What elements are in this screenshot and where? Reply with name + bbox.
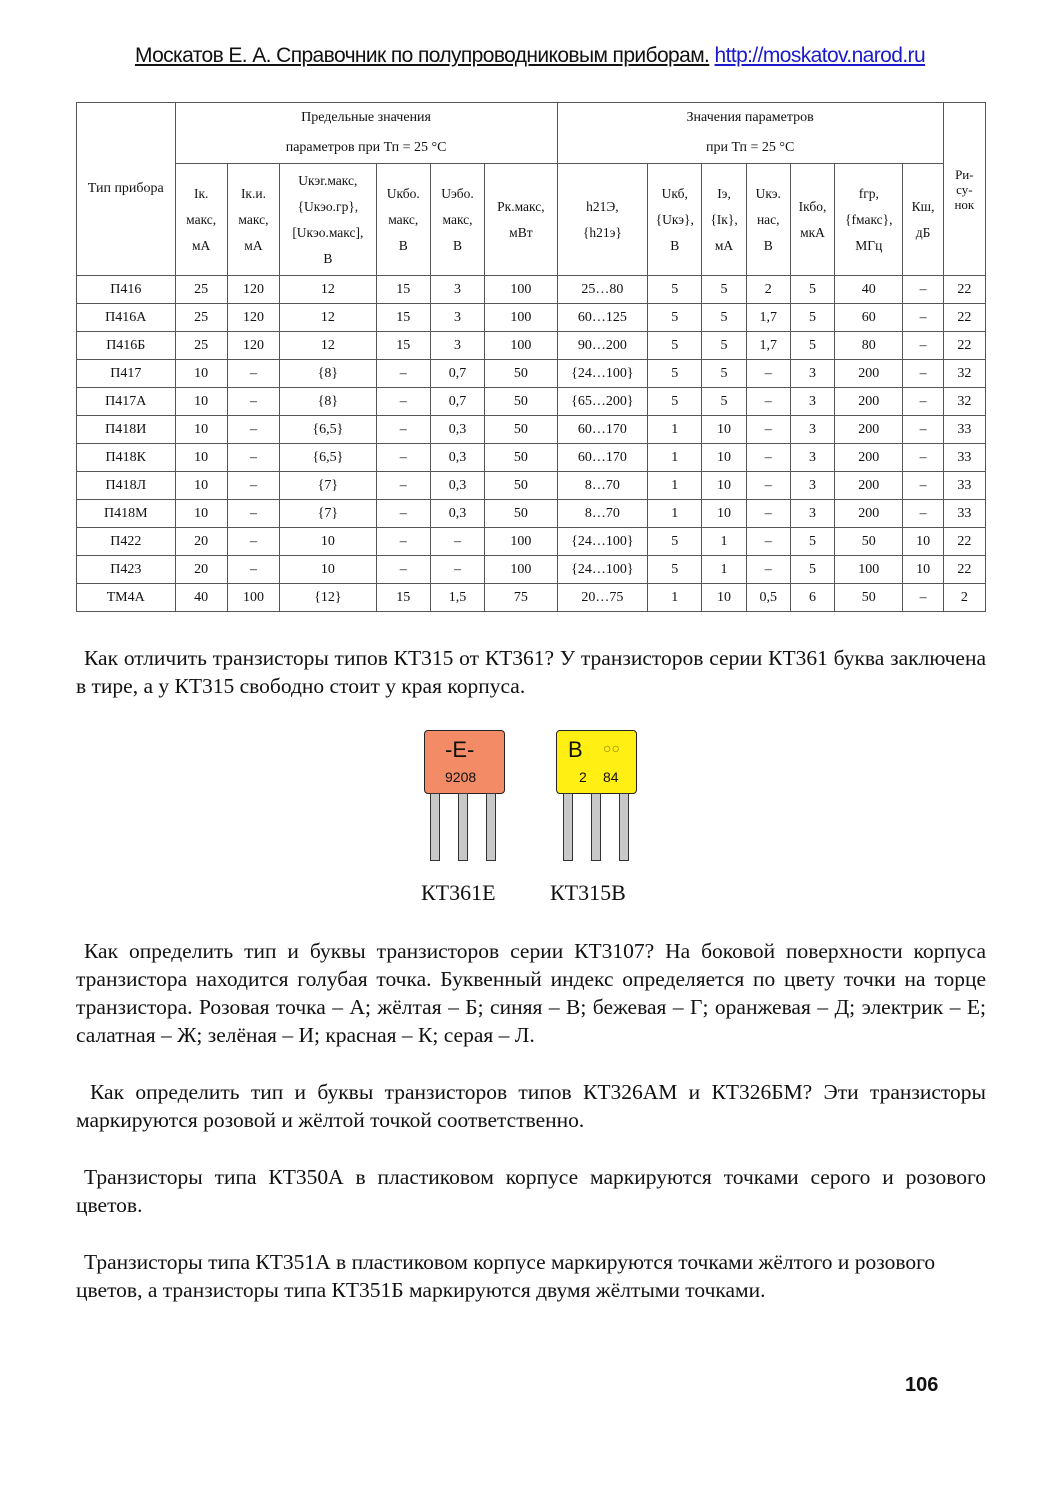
device-type-cell: П422 [77, 528, 176, 556]
table-cell: 10 [280, 556, 377, 584]
table-cell: 3 [430, 276, 484, 304]
kt361-code: 9208 [445, 769, 477, 785]
table-cell: 25 [175, 304, 227, 332]
table-cell: – [376, 500, 430, 528]
column-header: Iк.и. макс, мА [227, 164, 279, 276]
table-cell: 100 [835, 556, 903, 584]
table-cell: 5 [790, 332, 834, 360]
kt361-letter: -Е- [445, 737, 475, 762]
table-cell: 8…70 [557, 500, 647, 528]
table-cell: 10 [702, 500, 746, 528]
table-cell: 3 [790, 388, 834, 416]
table-cell: 0,7 [430, 388, 484, 416]
table-cell: 40 [835, 276, 903, 304]
table-cell: 10 [702, 416, 746, 444]
table-row [77, 276, 986, 304]
table-cell: 0,3 [430, 444, 484, 472]
limits-group-header: Предельные значения параметров при Тп = 25 °С [175, 103, 557, 164]
table-cell: 200 [835, 472, 903, 500]
table-cell: 1 [702, 556, 746, 584]
page-header [0, 44, 1060, 68]
column-header: Uкб, {Uкэ}, В [648, 164, 702, 276]
table-cell: 10 [175, 472, 227, 500]
table-cell: 200 [835, 388, 903, 416]
table-cell: 20 [175, 528, 227, 556]
table-cell: 200 [835, 500, 903, 528]
table-cell: 3 [430, 304, 484, 332]
table-cell: 50 [485, 416, 557, 444]
table-cell: – [376, 416, 430, 444]
table-cell: 1 [702, 528, 746, 556]
table-cell: 6 [790, 584, 834, 612]
column-header: Iкбо, мкА [790, 164, 834, 276]
table-cell: 50 [835, 584, 903, 612]
table-cell: 0,7 [430, 360, 484, 388]
table-row [77, 528, 986, 556]
table-cell: 60 [835, 304, 903, 332]
table-cell: 15 [376, 332, 430, 360]
table-cell: 100 [485, 304, 557, 332]
table-cell: 0,3 [430, 500, 484, 528]
table-cell: {8} [280, 388, 377, 416]
table-cell: 50 [485, 472, 557, 500]
header-url-link[interactable]: http://moskatov.narod.ru [714, 44, 926, 67]
table-cell: 32 [943, 388, 985, 416]
table-cell: – [227, 500, 279, 528]
kt361-package [424, 730, 505, 794]
table-cell: 5 [648, 528, 702, 556]
table-cell: 22 [943, 556, 985, 584]
table-cell: 200 [835, 444, 903, 472]
paragraph-kt351: Транзисторы типа КТ351А в пластиковом корпусе маркируются точками жёлтого и розового цветов, а транзисторы типа КТ351Б маркируются двумя жёлтыми точками. [76, 1250, 936, 1302]
table-cell: 10 [702, 444, 746, 472]
column-header: Рк.макс, мВт [485, 164, 557, 276]
table-cell: 10 [903, 528, 943, 556]
table-cell: – [430, 528, 484, 556]
table-cell: 10 [175, 500, 227, 528]
header-title: Москатов Е. А. Справочник по полупроводниковым приборам. [134, 44, 710, 67]
table-row [77, 332, 986, 360]
table-cell: 8…70 [557, 472, 647, 500]
table-cell: 1 [648, 472, 702, 500]
table-cell: 3 [790, 416, 834, 444]
kt361-pin [430, 793, 440, 861]
table-cell: 15 [376, 584, 430, 612]
table-row [77, 584, 986, 612]
table-cell: 80 [835, 332, 903, 360]
table-cell: 22 [943, 528, 985, 556]
table-cell: 20 [175, 556, 227, 584]
page-number: 106 [905, 1374, 939, 1396]
transistor-spec-table [76, 102, 986, 612]
table-cell: – [903, 416, 943, 444]
kt315-code-2: 84 [603, 769, 619, 785]
table-cell: 200 [835, 360, 903, 388]
table-cell: 25 [175, 332, 227, 360]
table-cell: 5 [702, 304, 746, 332]
table-cell: 5 [790, 304, 834, 332]
column-header: Кш, дБ [903, 164, 943, 276]
table-cell: 10 [280, 528, 377, 556]
table-row [77, 472, 986, 500]
kt315-pin [563, 793, 573, 861]
table-cell: 100 [485, 276, 557, 304]
table-cell: 1 [648, 416, 702, 444]
kt361-pin [486, 793, 496, 861]
table-cell: 10 [175, 360, 227, 388]
table-cell: 5 [648, 556, 702, 584]
table-cell: – [376, 472, 430, 500]
values-group-header: Значения параметров при Тп = 25 °С [557, 103, 943, 164]
table-cell: 3 [790, 444, 834, 472]
table-cell: 3 [790, 500, 834, 528]
kt315-letter: В [568, 737, 583, 762]
table-cell: {7} [280, 472, 377, 500]
table-cell: 5 [648, 388, 702, 416]
table-cell: 12 [280, 304, 377, 332]
table-cell: 2 [943, 584, 985, 612]
table-cell: 120 [227, 332, 279, 360]
table-cell: 10 [702, 584, 746, 612]
table-cell: – [227, 444, 279, 472]
device-type-cell: П416Б [77, 332, 176, 360]
device-type-cell: П417А [77, 388, 176, 416]
table-cell: – [746, 556, 790, 584]
table-cell: 5 [702, 360, 746, 388]
table-cell: – [430, 556, 484, 584]
table-cell: 100 [485, 332, 557, 360]
table-cell: 1 [648, 584, 702, 612]
column-header: Uкбо. макс, В [376, 164, 430, 276]
device-type-cell: П418Л [77, 472, 176, 500]
column-header: fгр, {fмакс}, МГц [835, 164, 903, 276]
table-cell: 10 [175, 416, 227, 444]
table-cell: 1 [648, 500, 702, 528]
table-row [77, 388, 986, 416]
device-type-cell: П418К [77, 444, 176, 472]
table-cell: – [227, 528, 279, 556]
table-cell: 50 [485, 388, 557, 416]
table-cell: 22 [943, 304, 985, 332]
table-cell: – [376, 528, 430, 556]
table-cell: 90…200 [557, 332, 647, 360]
table-cell: 50 [485, 360, 557, 388]
kt315-package [556, 730, 637, 794]
table-cell: – [746, 528, 790, 556]
table-cell: 5 [648, 360, 702, 388]
table-cell: 3 [790, 472, 834, 500]
table-cell: 20…75 [557, 584, 647, 612]
table-cell: 120 [227, 276, 279, 304]
table-cell: 33 [943, 444, 985, 472]
table-cell: 2 [746, 276, 790, 304]
table-cell: 60…125 [557, 304, 647, 332]
table-cell: – [746, 444, 790, 472]
table-row [77, 304, 986, 332]
table-cell: 5 [648, 276, 702, 304]
table-cell: – [903, 332, 943, 360]
column-header: Iэ, {Iк}, мА [702, 164, 746, 276]
column-header: Uкэr.макс, {Uкэо.гр}, [Uкэо.макс], В [280, 164, 377, 276]
table-cell: 75 [485, 584, 557, 612]
table-cell: 100 [227, 584, 279, 612]
table-cell: 50 [485, 500, 557, 528]
paragraph-kt350: Транзисторы типа КТ350А в пластиковом корпусе маркируются точками серого и розового цветов. [76, 1165, 986, 1217]
table-cell: 100 [485, 528, 557, 556]
table-cell: 5 [702, 388, 746, 416]
device-type-cell: П416А [77, 304, 176, 332]
table-cell: – [227, 472, 279, 500]
table-cell: {6,5} [280, 444, 377, 472]
table-cell: – [746, 360, 790, 388]
table-cell: 120 [227, 304, 279, 332]
kt315-caption: КТ315В [550, 880, 626, 905]
table-cell: 40 [175, 584, 227, 612]
table-cell: 5 [790, 276, 834, 304]
column-header: Iк. макс, мА [175, 164, 227, 276]
table-cell: 10 [702, 472, 746, 500]
table-cell: 5 [790, 556, 834, 584]
table-cell: 25 [175, 276, 227, 304]
paragraph-kt3107: Как определить тип и буквы транзисторов серии КТ3107? На боковой поверхности корпуса транзистора находится голубая точка. Буквенный индекс определяется по цвету точки на торце транзистора. Розовая точка – А; жёлтая – Б; синяя – В; бежевая – Г; оранжевая – Д; электрик – Е; салатная – Ж; зелёная – И; красная – К; серая – Л. [76, 939, 986, 1047]
table-cell: 60…170 [557, 444, 647, 472]
device-type-cell: П418М [77, 500, 176, 528]
table-cell: – [227, 416, 279, 444]
table-cell: 10 [903, 556, 943, 584]
table-cell: 200 [835, 416, 903, 444]
table-cell: 33 [943, 500, 985, 528]
kt315-symbol: ○○ [603, 740, 620, 756]
table-row [77, 444, 986, 472]
table-cell: 0,3 [430, 472, 484, 500]
kt315-pin [591, 793, 601, 861]
kt315-pin [619, 793, 629, 861]
table-cell: 50 [485, 444, 557, 472]
table-cell: – [376, 444, 430, 472]
table-cell: – [746, 388, 790, 416]
table-cell: – [746, 416, 790, 444]
table-cell: 33 [943, 472, 985, 500]
table-cell: 10 [175, 388, 227, 416]
table-cell: 22 [943, 332, 985, 360]
table-cell: {7} [280, 500, 377, 528]
table-cell: – [903, 584, 943, 612]
table-row [77, 500, 986, 528]
table-cell: 60…170 [557, 416, 647, 444]
table-row [77, 360, 986, 388]
table-cell: 3 [790, 360, 834, 388]
kt361-caption: КТ361Е [421, 880, 496, 905]
paragraph-kt326: Как определить тип и буквы транзисторов типов КТ326АМ и КТ326БМ? Эти транзисторы маркируются розовой и жёлтой точкой соответственно. [76, 1080, 986, 1132]
table-cell: 5 [790, 528, 834, 556]
table-cell: 22 [943, 276, 985, 304]
table-cell: – [903, 500, 943, 528]
column-header: Uэбо. макс, В [430, 164, 484, 276]
table-cell: – [227, 556, 279, 584]
device-type-cell: П418И [77, 416, 176, 444]
table-cell: – [376, 360, 430, 388]
table-cell: 50 [835, 528, 903, 556]
table-cell: 1,7 [746, 304, 790, 332]
column-header: h21Э, {h21э} [557, 164, 647, 276]
paragraph-kt315-kt361: Как отличить транзисторы типов КТ315 от КТ361? У транзисторов серии КТ361 буква заключена в тире, а у КТ315 свободно стоит у края корпуса. [76, 646, 986, 698]
column-header: Uкэ. нас, В [746, 164, 790, 276]
table-cell: 5 [648, 332, 702, 360]
table-cell: 0,3 [430, 416, 484, 444]
table-cell: – [903, 276, 943, 304]
table-cell: 3 [430, 332, 484, 360]
device-type-cell: ТМ4А [77, 584, 176, 612]
table-cell: {24…100} [557, 360, 647, 388]
type-header: Тип прибора [77, 103, 176, 276]
table-cell: {12} [280, 584, 377, 612]
table-cell: – [903, 472, 943, 500]
table-cell: – [903, 304, 943, 332]
table-cell: 5 [702, 276, 746, 304]
transistor-figure [0, 730, 1060, 910]
table-cell: {24…100} [557, 556, 647, 584]
table-cell: – [903, 388, 943, 416]
table-cell: 0,5 [746, 584, 790, 612]
table-cell: – [227, 388, 279, 416]
device-type-cell: П423 [77, 556, 176, 584]
table-cell: – [227, 360, 279, 388]
table-cell: {8} [280, 360, 377, 388]
table-cell: 15 [376, 276, 430, 304]
table-cell: – [376, 388, 430, 416]
table-cell: {24…100} [557, 528, 647, 556]
table-cell: – [903, 444, 943, 472]
table-cell: 25…80 [557, 276, 647, 304]
table-cell: 12 [280, 276, 377, 304]
table-cell: 15 [376, 304, 430, 332]
figure-header: Ри- су- нок [943, 103, 985, 276]
table-cell: 32 [943, 360, 985, 388]
table-cell: 1 [648, 444, 702, 472]
kt361-pin [458, 793, 468, 861]
table-cell: 5 [702, 332, 746, 360]
table-cell: {65…200} [557, 388, 647, 416]
table-cell: {6,5} [280, 416, 377, 444]
table-cell: 1,5 [430, 584, 484, 612]
table-cell: 12 [280, 332, 377, 360]
table-row [77, 556, 986, 584]
table-cell: 33 [943, 416, 985, 444]
table-cell: – [746, 500, 790, 528]
device-type-cell: П416 [77, 276, 176, 304]
table-cell: – [746, 472, 790, 500]
table-cell: 5 [648, 304, 702, 332]
kt315-code-1: 2 [579, 769, 587, 785]
table-cell: 100 [485, 556, 557, 584]
table-cell: – [376, 556, 430, 584]
device-type-cell: П417 [77, 360, 176, 388]
table-row [77, 416, 986, 444]
table-cell: 1,7 [746, 332, 790, 360]
table-cell: 10 [175, 444, 227, 472]
table-cell: – [903, 360, 943, 388]
